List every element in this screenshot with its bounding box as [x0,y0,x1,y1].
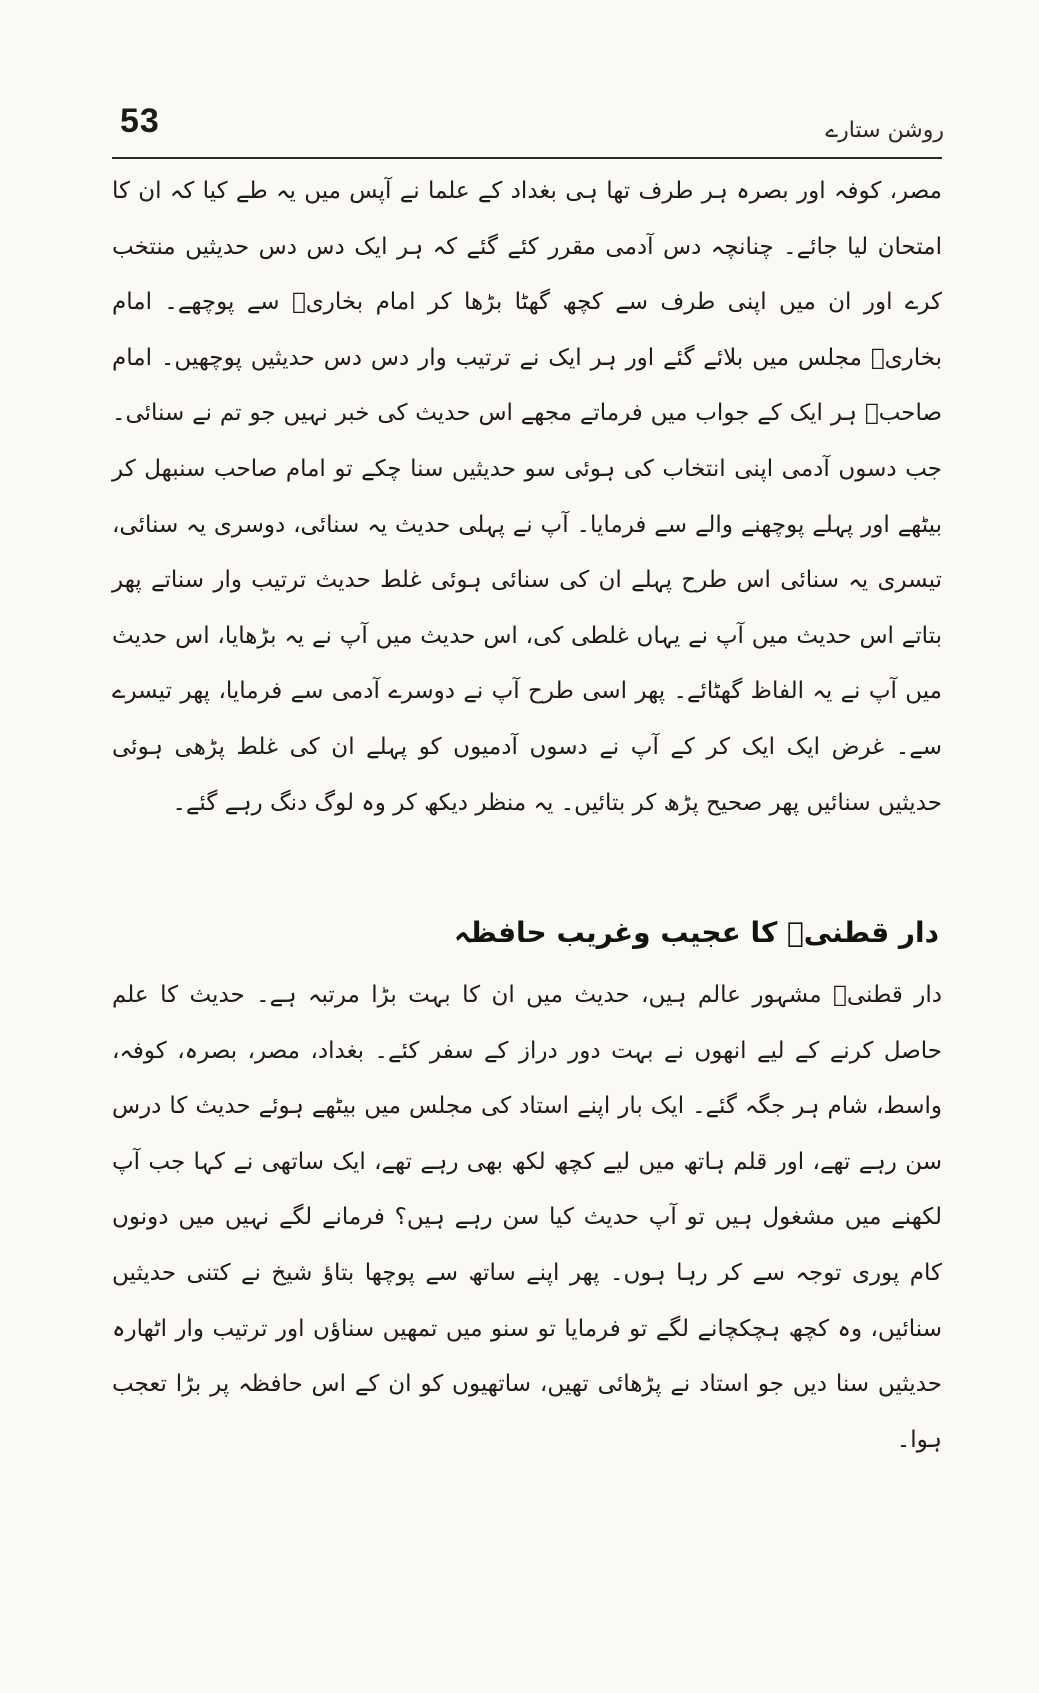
paragraph: مصر، کوفہ اور بصرہ ہر طرف تھا ہی بغداد کے علما نے آپس میں یہ طے کیا کہ ان کا امتحان لیا جائے۔ چنانچہ دس آدمی مقرر کئے گئے کہ ہر ایک دس دس حدیثیں منتخب کرے اور ان میں اپنی طرف سے کچھ گھٹا بڑھا کر امام بخاریؒ سے پوچھے۔ امام بخاریؒ مجلس میں بلائے گئے اور ہر ایک نے ترتیب وار دس دس حدیثیں پوچھیں۔ امام صاحبؒ ہر ایک کے جواب میں فرماتے مجھے اس حدیث کی خبر نہیں جو تم نے سنائی۔ جب دسوں آدمی اپنی انتخاب کی ہوئی سو حدیثیں سنا چکے تو امام صاحب سنبھل کر بیٹھے اور پہلے پوچھنے والے سے فرمایا۔ آپ نے پہلی حدیث یہ سنائی، دوسری یہ سنائی، تیسری یہ سنائی اس طرح پہلے ان کی سنائی ہوئی غلط حدیث ترتیب وار سناتے پھر بتاتے اس حدیث میں آپ نے یہاں غلطی کی، اس حدیث میں آپ نے یہ بڑھایا، اس حدیث میں آپ نے یہ الفاظ گھٹائے۔ پھر اسی طرح آپ نے دوسرے آدمی سے فرمایا، پھر تیسرے سے۔ غرض ایک ایک کر کے آپ نے دسوں آدمیوں کو پہلے ان کی غلط پڑھی ہوئی حدیثیں سنائیں پھر صحیح پڑھ کر بتائیں۔ یہ منظر دیکھ کر وہ لوگ دنگ رہے گئے۔ [112,178,942,816]
section-two-body [112,968,942,1468]
paragraph: دار قطنیؒ مشہور عالم ہیں، حدیث میں ان کا بہت بڑا مرتبہ ہے۔ حدیث کا علم حاصل کرنے کے لیے انھوں نے بہت دور دراز کے سفر کئے۔ بغداد، مصر، بصرہ، کوفہ، واسط، شام ہر جگہ گئے۔ ایک بار اپنے استاد کی مجلس میں بیٹھے ہوئے حدیث کا درس سن رہے تھے، اور قلم ہاتھ میں لیے کچھ لکھ بھی رہے تھے، ایک ساتھی نے کہا جب آپ لکھنے میں مشغول ہیں تو آپ حدیث کیا سن رہے ہیں؟ فرمانے لگے نہیں میں دونوں کام پوری توجہ سے کر رہا ہوں۔ پھر اپنے ساتھ سے پوچھا بتاؤ شیخ نے کتنی حدیثیں سنائیں، وہ کچھ ہچکچانے لگے تو فرمایا تو سنو میں تمھیں سناؤں اور ترتیب وار اٹھارہ حدیثیں سنا دیں جو استاد نے پڑھائی تھیں، ساتھیوں کو ان کے اس حافظہ پر بڑا تعجب ہوا۔ [112,982,943,1453]
header-rule [112,157,942,159]
page-number: 53 [120,102,160,140]
section-heading: دار قطنیؒ کا عجیب وغریب حافظہ [454,916,939,949]
running-head: روشن ستارے [825,118,944,143]
section-one-body [112,164,942,831]
